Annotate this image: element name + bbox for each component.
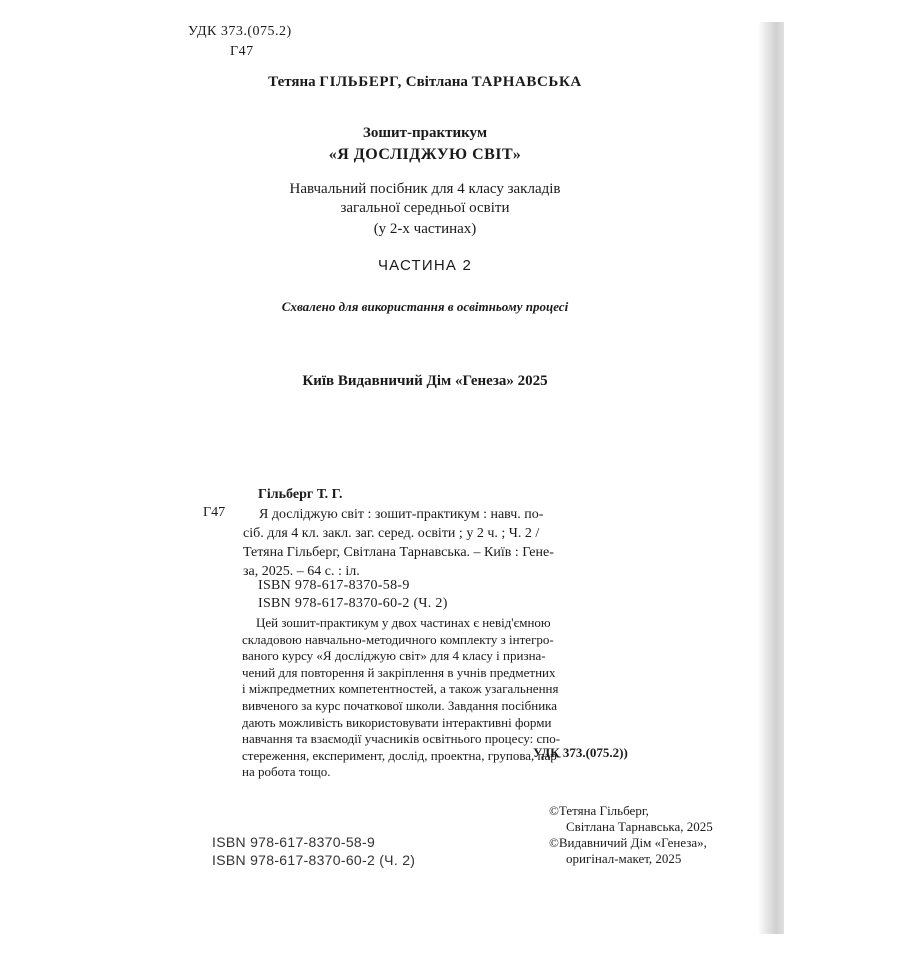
catalog-entry-line: сіб. для 4 кл. закл. заг. серед. освіти ; у 2 ч. ; Ч. 2 /	[243, 526, 540, 541]
isbn-line: ISBN 978-617-8370-60-2 (Ч. 2)	[258, 596, 448, 611]
catalog-code: Г47	[203, 505, 226, 520]
author-1-last-name: ГІЛЬБЕРГ,	[319, 74, 402, 90]
catalog-entry-line: за, 2025. – 64 с. : іл.	[243, 564, 360, 579]
annotation-line: стереження, експеримент, дослід, проектна, групова, пар-	[242, 747, 562, 763]
annotation-line: дають можливість використовувати інтерактивні форми	[242, 714, 552, 730]
isbn-line: ISBN 978-617-8370-58-9	[212, 834, 376, 850]
copyright-line: Світлана Тарнавська, 2025	[566, 819, 713, 834]
isbn-line: ISBN 978-617-8370-60-2 (Ч. 2)	[212, 852, 416, 868]
copyright-line: ©Тетяна Гільберг,	[549, 803, 649, 818]
annotation-line: чений для повторення й закріплення в учнів предметних	[242, 664, 556, 680]
subtitle	[80, 180, 770, 218]
part-number: ЧАСТИНА 2	[377, 257, 473, 274]
book-title: «Я ДОСЛІДЖУЮ СВІТ»	[328, 146, 522, 163]
annotation-line: складовою навчально-методичного комплекту з інтегро-	[242, 631, 554, 647]
subtitle-line: загальної середньої освіти	[340, 200, 510, 216]
copyright-line: ©Видавничий Дім «Генеза»,	[549, 835, 707, 850]
subtitle-line: Навчальний посібник для 4 класу закладів	[289, 181, 561, 197]
catalog-entry-line: Я досліджую світ : зошит-практикум : навч. по-	[259, 507, 544, 522]
annotation-line: ваного курсу «Я досліджую світ» для 4 класу і призна-	[242, 648, 546, 664]
annotation-line: Цей зошит-практикум у двох частинах є невід'ємною	[256, 615, 551, 630]
annotation-line: вивченого за курс початкової школи. Завдання посібника	[242, 697, 558, 713]
annotation-line: і міжпредметних компетентностей, а також узагальнення	[242, 681, 559, 697]
author-2-last-name: ТАРНАВСЬКА	[471, 74, 582, 90]
author-1-first-name: Тетяна	[268, 74, 316, 90]
annotation-line: навчання та взаємодії учасників освітнього процесу: спо-	[242, 731, 561, 747]
annotation-udk: УДК 373.(075.2))	[533, 745, 628, 760]
catalog-isbn	[258, 577, 448, 613]
udk-code: УДК 373.(075.2)	[188, 24, 292, 39]
author-2-first-name: Світлана	[405, 74, 468, 90]
copyright-block	[549, 803, 713, 867]
copyright-line: оригінал-макет, 2025	[566, 851, 682, 866]
isbn-line: ISBN 978-617-8370-58-9	[258, 578, 410, 593]
author-sign: Г47	[230, 44, 254, 59]
parts-note: (у 2-х частинах)	[373, 221, 477, 237]
catalog-entry-line: Тетяна Гільберг, Світлана Тарнавська. – Київ : Гене-	[243, 545, 554, 560]
authors-line	[80, 74, 770, 91]
series-label: Зошит-практикум	[362, 125, 488, 141]
annotation	[242, 615, 561, 781]
publisher-imprint: Київ Видавничий Дім «Генеза» 2025	[302, 373, 548, 389]
footer-isbn	[212, 833, 415, 869]
catalog-author: Гільберг Т. Г.	[258, 487, 343, 502]
approval-note: Схвалено для використання в освітньому процесі	[281, 299, 569, 314]
catalog-entry	[243, 505, 554, 581]
annotation-line: на робота тощо.	[242, 764, 331, 780]
